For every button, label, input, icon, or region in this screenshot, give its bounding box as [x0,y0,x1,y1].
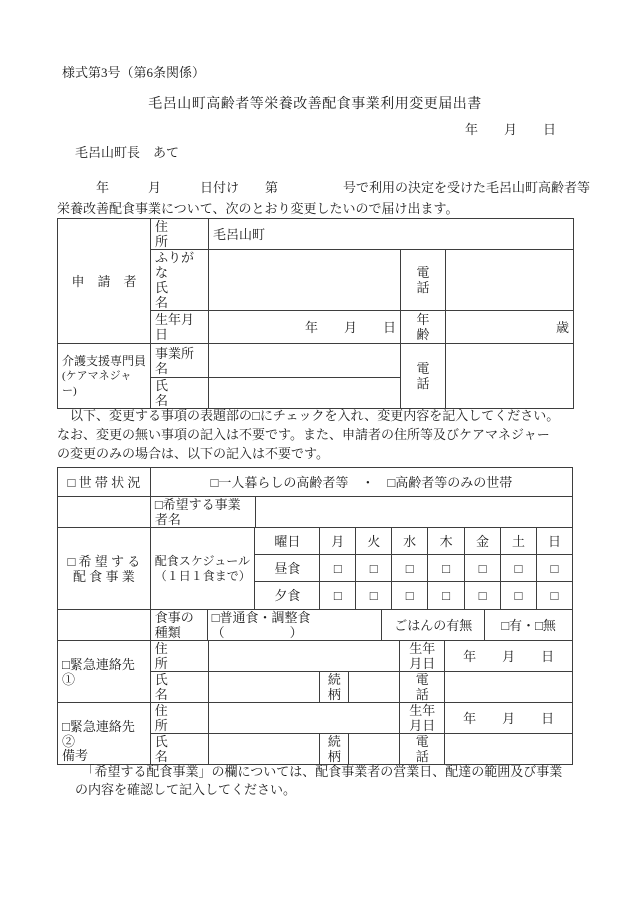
emergency-contact-2 [57,702,573,765]
household-status-checkbox-label[interactable]: □ 世 帯 状 況 [58,468,151,497]
cm-phone-input[interactable] [446,344,574,409]
schedule-label-line2: （１日１食まで） [154,568,251,583]
day-mon: 月 [320,528,356,555]
rice-label: ごはんの有無 [382,610,485,641]
day-header-label: 曜日 [255,528,320,555]
birth-label: 生年月日 [151,311,209,344]
contact2-address-label: 住 所 [150,703,208,734]
instructions-paragraph [57,406,602,463]
contact1-checkbox-label[interactable]: □緊急連絡先① [58,641,151,703]
contact1-birth-label: 生年月日 [400,641,445,672]
provider-row [57,496,573,528]
meal-service-label-line2: 配 食 事 業 [72,568,135,584]
schedule-grid [57,527,573,610]
day-sat: 土 [501,528,537,555]
contact2-phone-label: 電 話 [400,734,445,765]
meal-type-row [57,609,573,641]
lunch-label: 昼食 [255,555,320,582]
dinner-sun-checkbox[interactable]: □ [536,582,572,610]
dinner-tue-checkbox[interactable]: □ [356,582,392,610]
meal-type-label: 食事の種類 [150,610,207,641]
contact2-birth-label: 生年月日 [400,703,445,734]
cm-phone-label: 電 話 [401,344,446,409]
header-date-blank: 年 月 日 [464,122,556,137]
provider-name-input[interactable] [255,497,572,528]
dinner-thu-checkbox[interactable]: □ [428,582,465,610]
lunch-mon-checkbox[interactable]: □ [320,555,356,582]
applicant-phone-label: 電 話 [401,250,446,311]
day-fri: 金 [465,528,501,555]
household-status-options[interactable]: □一人暮らしの高齢者等 ・ □高齢者等のみの世帯 [150,468,572,497]
contact2-name-input[interactable] [208,734,320,765]
intro-paragraph [57,177,602,219]
applicant-name-input[interactable] [209,250,401,311]
care-manager-label-line2: (ケアマネジャー) [62,369,132,397]
meal-type-options[interactable]: □普通食・調整食（ ） [207,610,382,641]
contact2-checkbox-label[interactable]: □緊急連絡先② [58,703,151,765]
emergency-contact-1 [57,640,573,703]
dinner-fri-checkbox[interactable]: □ [465,582,501,610]
contact1-birth-input[interactable]: 年 月 日 [445,641,573,672]
age-input[interactable]: 歳 [446,311,574,344]
contact2-relation-input[interactable] [349,734,400,765]
lunch-sat-checkbox[interactable]: □ [501,555,537,582]
age-label: 年 齢 [401,311,446,344]
contact2-name-label: 氏 名 [150,734,208,765]
day-tue: 火 [356,528,392,555]
birth-input[interactable]: 年 月 日 [209,311,401,344]
contact2-address-input[interactable] [208,703,400,734]
household-status-row [57,467,573,497]
contact1-address-label: 住 所 [150,641,208,672]
care-manager-label [58,344,151,409]
remarks-label: 備考 [62,748,89,763]
contact1-relation-input[interactable] [349,672,400,703]
address-label: 住 所 [151,219,209,250]
schedule-label-line1: 配食スケジュール [154,553,251,568]
addressee: 毛呂山町長 あて [75,145,180,160]
lunch-sun-checkbox[interactable]: □ [536,555,572,582]
intro-line-1: 年 月 日付け 第 号で利用の決定を受けた毛呂山町高齢者等 [57,180,591,195]
instructions-line-1: 以下、変更する事項の表題部の□にチェックを入れ、変更内容を記入してください。 [57,408,560,423]
instructions-line-3: の変更のみの場合は、以下の記入は不要です。 [57,446,329,461]
contact2-birth-input[interactable]: 年 月 日 [445,703,573,734]
contact1-relation-label: 続柄 [320,672,349,703]
dinner-mon-checkbox[interactable]: □ [320,582,356,610]
dinner-label: 夕食 [255,582,320,610]
day-wed: 水 [392,528,428,555]
address-input[interactable]: 毛呂山町 [209,219,574,250]
schedule-label [150,528,255,610]
meal-service-label-line1: □ 希 望 す る [67,553,141,569]
applicant-table [57,218,574,409]
day-sun: 日 [536,528,572,555]
cm-name-input[interactable] [209,378,401,409]
contact2-relation-label: 続柄 [320,734,349,765]
remarks-note [62,763,602,799]
rice-options[interactable]: □有・□無 [485,610,573,641]
lunch-wed-checkbox[interactable]: □ [392,555,428,582]
contact1-name-label: 氏 名 [150,672,208,703]
intro-line-2: 栄養改善配食事業について、次のとおり変更したいので届け出ます。 [57,201,459,216]
remarks-note-line2: の内容を確認して記入してください。 [62,782,297,797]
contact1-phone-label: 電 話 [400,672,445,703]
lunch-thu-checkbox[interactable]: □ [428,555,465,582]
remarks-note-line1: 「希望する配食事業」の欄については、配食事業者の営業日、配達の範囲及び事業 [62,764,563,779]
contact2-phone-input[interactable] [445,734,573,765]
lunch-fri-checkbox[interactable]: □ [465,555,501,582]
dinner-wed-checkbox[interactable]: □ [392,582,428,610]
contact1-phone-input[interactable] [445,672,573,703]
contact1-address-input[interactable] [208,641,400,672]
applicant-label: 申 請 者 [58,219,151,344]
meal-service-label-spacer2 [58,610,151,641]
page-title: 毛呂山町高齢者等栄養改善配食事業利用変更届出書 [148,97,482,112]
office-name-label: 事業所名 [151,344,209,378]
contact1-name-input[interactable] [208,672,320,703]
instructions-line-2: なお、変更の無い事項の記入は不要です。また、申請者の住所等及びケアマネジャー [57,427,550,442]
office-name-input[interactable] [209,344,401,378]
applicant-phone-input[interactable] [446,250,574,311]
change-table [57,467,573,765]
care-manager-label-line1: 介護支援専門員 [62,353,147,368]
form-number: 様式第3号（第6条関係） [62,65,206,80]
day-thu: 木 [428,528,465,555]
meal-service-checkbox-label[interactable] [58,528,151,610]
furigana-label: ふりがな [155,250,195,280]
dinner-sat-checkbox[interactable]: □ [501,582,537,610]
name-label: 氏 名 [155,280,195,310]
provider-checkbox-label[interactable]: □希望する事業者名 [150,497,255,528]
meal-service-label-spacer [58,497,151,528]
furigana-name-label [151,250,209,311]
lunch-tue-checkbox[interactable]: □ [356,555,392,582]
cm-name-label: 氏 名 [151,378,209,409]
